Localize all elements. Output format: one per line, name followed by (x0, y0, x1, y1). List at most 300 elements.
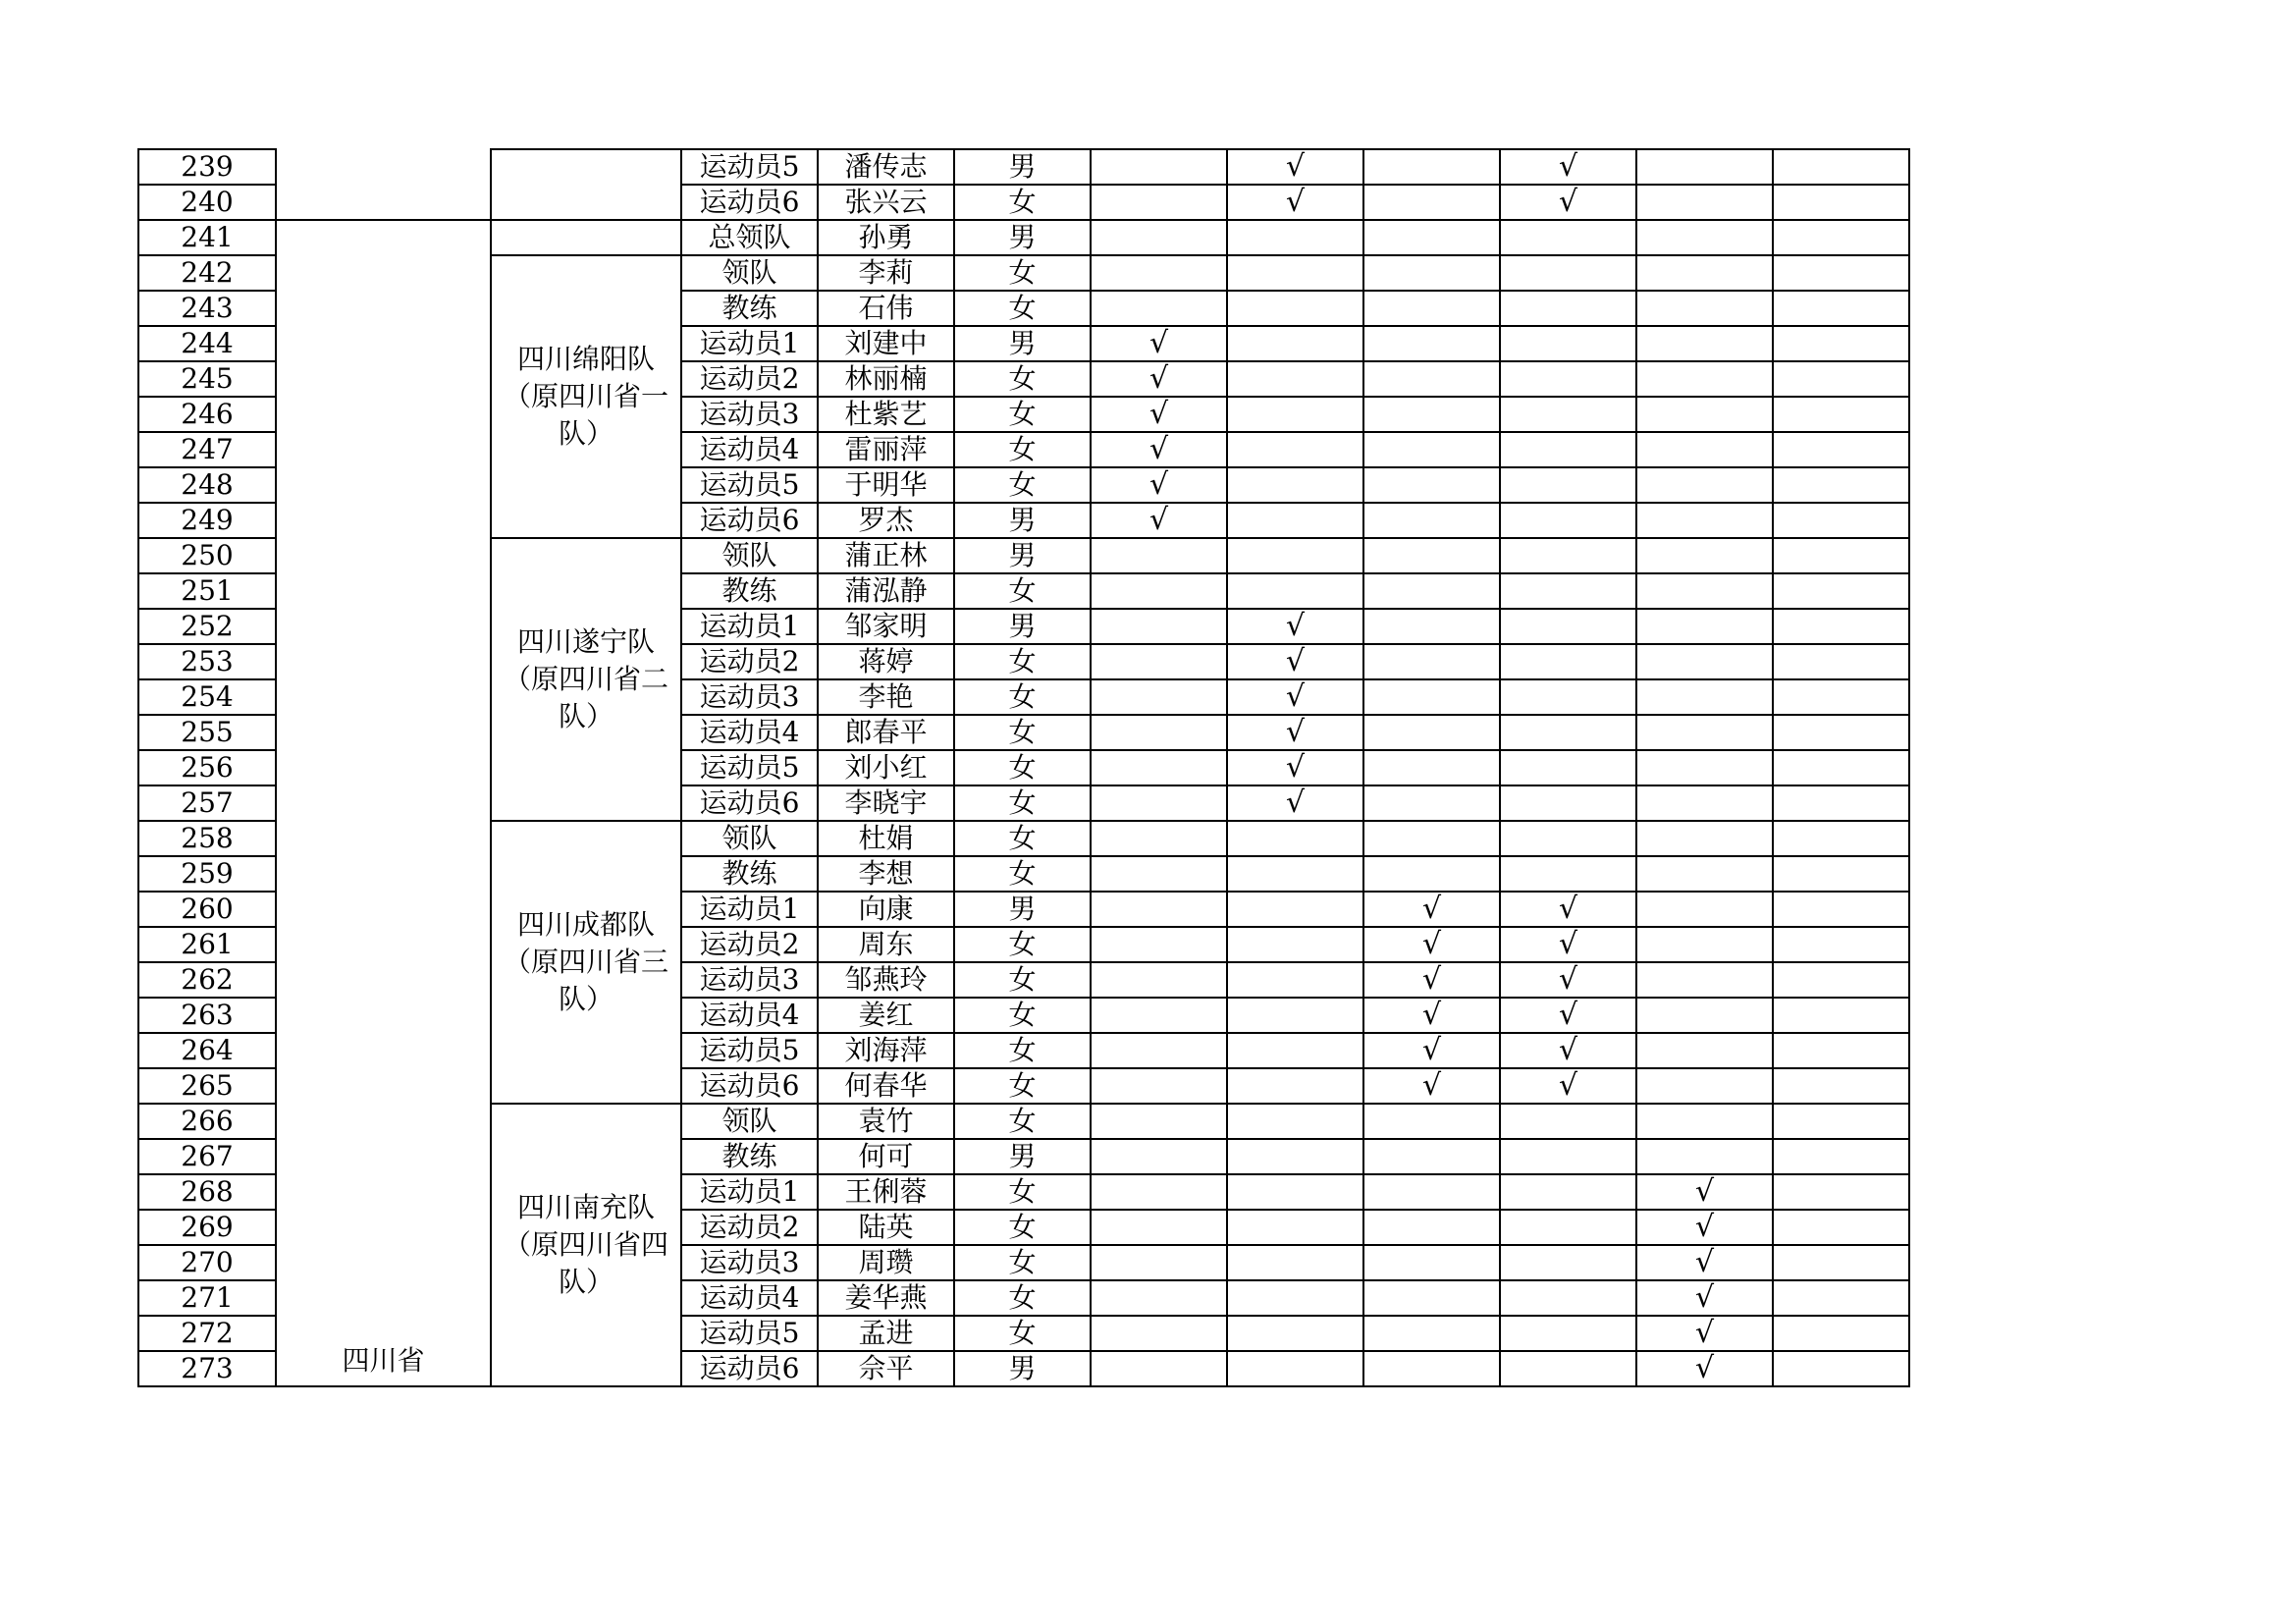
role-cell: 领队 (681, 821, 818, 856)
event-check-cell (1636, 538, 1773, 573)
event-check-cell (1773, 1139, 1909, 1174)
event-check-cell (1500, 573, 1636, 609)
province-cell: 四川省 (276, 220, 491, 1386)
role-cell: 运动员4 (681, 432, 818, 467)
event-check-cell (1636, 927, 1773, 962)
row-number-cell: 257 (138, 785, 276, 821)
event-check-cell (1091, 538, 1227, 573)
row-number-cell: 254 (138, 679, 276, 715)
name-cell: 罗杰 (818, 503, 954, 538)
event-check-cell (1091, 1351, 1227, 1386)
gender-cell: 女 (954, 644, 1091, 679)
event-check-cell (1500, 715, 1636, 750)
event-check-cell (1227, 892, 1363, 927)
event-check-cell (1773, 892, 1909, 927)
event-check-cell (1636, 467, 1773, 503)
event-check-cell (1091, 1280, 1227, 1316)
event-check-cell: √ (1091, 503, 1227, 538)
row-number-cell: 265 (138, 1068, 276, 1104)
name-cell: 林丽楠 (818, 361, 954, 397)
event-check-cell (1363, 1245, 1500, 1280)
gender-cell: 男 (954, 538, 1091, 573)
gender-cell: 女 (954, 1033, 1091, 1068)
event-check-cell (1773, 1245, 1909, 1280)
event-check-cell: √ (1500, 892, 1636, 927)
event-check-cell (1227, 361, 1363, 397)
event-check-cell (1091, 679, 1227, 715)
event-check-cell (1363, 821, 1500, 856)
event-check-cell: √ (1500, 185, 1636, 220)
row-number-cell: 258 (138, 821, 276, 856)
event-check-cell (1773, 1351, 1909, 1386)
event-check-cell (1091, 750, 1227, 785)
event-check-cell: √ (1500, 927, 1636, 962)
event-check-cell (1636, 326, 1773, 361)
name-cell: 周瓒 (818, 1245, 954, 1280)
event-check-cell (1773, 927, 1909, 962)
name-cell: 李莉 (818, 255, 954, 291)
event-check-cell: √ (1636, 1174, 1773, 1210)
event-check-cell (1500, 255, 1636, 291)
event-check-cell (1227, 1316, 1363, 1351)
gender-cell: 女 (954, 856, 1091, 892)
roster-table (137, 148, 1910, 1387)
event-check-cell: √ (1636, 1316, 1773, 1351)
name-cell: 王俐蓉 (818, 1174, 954, 1210)
event-check-cell (1773, 185, 1909, 220)
gender-cell: 女 (954, 962, 1091, 998)
province-blank-cell (276, 149, 491, 220)
row-number-cell: 259 (138, 856, 276, 892)
role-cell: 运动员3 (681, 679, 818, 715)
event-check-cell: √ (1500, 962, 1636, 998)
event-check-cell (1636, 856, 1773, 892)
event-check-cell: √ (1500, 149, 1636, 185)
name-cell: 雷丽萍 (818, 432, 954, 467)
row-number-cell: 242 (138, 255, 276, 291)
name-cell: 陆英 (818, 1210, 954, 1245)
gender-cell: 男 (954, 1139, 1091, 1174)
event-check-cell (1636, 1033, 1773, 1068)
role-cell: 运动员5 (681, 149, 818, 185)
event-check-cell: √ (1091, 467, 1227, 503)
event-check-cell (1227, 1351, 1363, 1386)
event-check-cell (1636, 785, 1773, 821)
gender-cell: 女 (954, 185, 1091, 220)
gender-cell: 女 (954, 1210, 1091, 1245)
event-check-cell (1636, 644, 1773, 679)
name-cell: 潘传志 (818, 149, 954, 185)
event-check-cell (1363, 538, 1500, 573)
event-check-cell (1636, 609, 1773, 644)
row-number-cell: 266 (138, 1104, 276, 1139)
event-check-cell (1636, 679, 1773, 715)
gender-cell: 女 (954, 1104, 1091, 1139)
gender-cell: 女 (954, 432, 1091, 467)
event-check-cell (1227, 821, 1363, 856)
event-check-cell: √ (1091, 361, 1227, 397)
event-check-cell (1500, 750, 1636, 785)
gender-cell: 女 (954, 1174, 1091, 1210)
table-row (138, 220, 1909, 255)
event-check-cell (1227, 1174, 1363, 1210)
gender-cell: 女 (954, 291, 1091, 326)
gender-cell: 女 (954, 1245, 1091, 1280)
row-number-cell: 268 (138, 1174, 276, 1210)
team-name-cell: 四川绵阳队（原四川省一队） (491, 255, 681, 538)
event-check-cell (1363, 1351, 1500, 1386)
event-check-cell (1773, 432, 1909, 467)
role-cell: 运动员6 (681, 503, 818, 538)
event-check-cell (1636, 962, 1773, 998)
event-check-cell (1773, 503, 1909, 538)
event-check-cell (1636, 573, 1773, 609)
gender-cell: 男 (954, 326, 1091, 361)
event-check-cell (1500, 856, 1636, 892)
role-cell: 运动员2 (681, 361, 818, 397)
event-check-cell (1227, 291, 1363, 326)
event-check-cell: √ (1227, 679, 1363, 715)
event-check-cell (1500, 361, 1636, 397)
role-cell: 运动员2 (681, 1210, 818, 1245)
event-check-cell (1636, 291, 1773, 326)
event-check-cell (1227, 856, 1363, 892)
gender-cell: 女 (954, 255, 1091, 291)
event-check-cell (1773, 149, 1909, 185)
event-check-cell (1091, 927, 1227, 962)
role-cell: 领队 (681, 1104, 818, 1139)
event-check-cell: √ (1500, 1068, 1636, 1104)
event-check-cell: √ (1500, 998, 1636, 1033)
event-check-cell (1227, 1104, 1363, 1139)
event-check-cell: √ (1363, 892, 1500, 927)
event-check-cell (1363, 397, 1500, 432)
event-check-cell (1363, 291, 1500, 326)
name-cell: 何春华 (818, 1068, 954, 1104)
name-cell: 李想 (818, 856, 954, 892)
role-cell: 教练 (681, 291, 818, 326)
event-check-cell (1363, 679, 1500, 715)
row-number-cell: 272 (138, 1316, 276, 1351)
role-cell: 运动员5 (681, 467, 818, 503)
row-number-cell: 273 (138, 1351, 276, 1386)
gender-cell: 女 (954, 679, 1091, 715)
event-check-cell (1091, 255, 1227, 291)
role-cell: 运动员4 (681, 715, 818, 750)
event-check-cell (1091, 185, 1227, 220)
role-cell: 运动员1 (681, 1174, 818, 1210)
gender-cell: 女 (954, 397, 1091, 432)
event-check-cell (1363, 644, 1500, 679)
event-check-cell (1773, 750, 1909, 785)
name-cell: 李艳 (818, 679, 954, 715)
event-check-cell (1773, 291, 1909, 326)
event-check-cell (1500, 1351, 1636, 1386)
event-check-cell (1227, 1280, 1363, 1316)
event-check-cell (1227, 1139, 1363, 1174)
event-check-cell (1773, 538, 1909, 573)
gender-cell: 女 (954, 1280, 1091, 1316)
name-cell: 袁竹 (818, 1104, 954, 1139)
event-check-cell (1091, 644, 1227, 679)
role-cell: 教练 (681, 1139, 818, 1174)
team-name-cell: 四川遂宁队（原四川省二队） (491, 538, 681, 821)
name-cell: 周东 (818, 927, 954, 962)
name-cell: 杜紫艺 (818, 397, 954, 432)
event-check-cell (1227, 503, 1363, 538)
row-number-cell: 271 (138, 1280, 276, 1316)
role-cell: 运动员4 (681, 1280, 818, 1316)
event-check-cell (1500, 1316, 1636, 1351)
event-check-cell (1091, 821, 1227, 856)
event-check-cell (1363, 1139, 1500, 1174)
name-cell: 石伟 (818, 291, 954, 326)
event-check-cell (1091, 1174, 1227, 1210)
event-check-cell (1773, 361, 1909, 397)
role-cell: 领队 (681, 538, 818, 573)
row-number-cell: 252 (138, 609, 276, 644)
name-cell: 于明华 (818, 467, 954, 503)
event-check-cell (1636, 1104, 1773, 1139)
event-check-cell: √ (1363, 998, 1500, 1033)
row-number-cell: 261 (138, 927, 276, 962)
event-check-cell (1773, 255, 1909, 291)
gender-cell: 女 (954, 998, 1091, 1033)
event-check-cell (1773, 467, 1909, 503)
role-cell: 运动员4 (681, 998, 818, 1033)
team-name-cell: 四川成都队（原四川省三队） (491, 821, 681, 1104)
role-cell: 运动员3 (681, 1245, 818, 1280)
name-cell: 何可 (818, 1139, 954, 1174)
event-check-cell (1773, 573, 1909, 609)
event-check-cell (1227, 1033, 1363, 1068)
event-check-cell (1091, 785, 1227, 821)
event-check-cell (1773, 1104, 1909, 1139)
event-check-cell (1091, 1210, 1227, 1245)
event-check-cell (1500, 1174, 1636, 1210)
name-cell: 孟进 (818, 1316, 954, 1351)
event-check-cell (1091, 856, 1227, 892)
event-check-cell (1773, 1068, 1909, 1104)
event-check-cell (1363, 1316, 1500, 1351)
row-number-cell: 239 (138, 149, 276, 185)
event-check-cell: √ (1091, 326, 1227, 361)
row-number-cell: 249 (138, 503, 276, 538)
name-cell: 郎春平 (818, 715, 954, 750)
event-check-cell (1363, 715, 1500, 750)
name-cell: 刘小红 (818, 750, 954, 785)
row-number-cell: 246 (138, 397, 276, 432)
gender-cell: 男 (954, 503, 1091, 538)
event-check-cell (1636, 750, 1773, 785)
gender-cell: 男 (954, 149, 1091, 185)
event-check-cell (1773, 962, 1909, 998)
row-number-cell: 243 (138, 291, 276, 326)
event-check-cell (1091, 962, 1227, 998)
event-check-cell (1227, 538, 1363, 573)
event-check-cell (1500, 220, 1636, 255)
event-check-cell (1500, 326, 1636, 361)
event-check-cell (1773, 785, 1909, 821)
role-cell: 运动员2 (681, 927, 818, 962)
row-number-cell: 248 (138, 467, 276, 503)
name-cell: 邹燕玲 (818, 962, 954, 998)
event-check-cell (1363, 1210, 1500, 1245)
event-check-cell: √ (1500, 1033, 1636, 1068)
event-check-cell: √ (1227, 785, 1363, 821)
gender-cell: 男 (954, 220, 1091, 255)
team-name-cell (491, 149, 681, 220)
event-check-cell: √ (1091, 432, 1227, 467)
gender-cell: 女 (954, 750, 1091, 785)
event-check-cell (1773, 326, 1909, 361)
event-check-cell (1227, 220, 1363, 255)
event-check-cell (1363, 255, 1500, 291)
name-cell: 向康 (818, 892, 954, 927)
row-number-cell: 247 (138, 432, 276, 467)
event-check-cell (1500, 644, 1636, 679)
event-check-cell: √ (1636, 1210, 1773, 1245)
event-check-cell (1500, 432, 1636, 467)
event-check-cell (1091, 998, 1227, 1033)
event-check-cell (1091, 715, 1227, 750)
event-check-cell (1636, 361, 1773, 397)
name-cell: 刘海萍 (818, 1033, 954, 1068)
event-check-cell (1091, 1245, 1227, 1280)
event-check-cell (1636, 432, 1773, 467)
event-check-cell (1227, 1068, 1363, 1104)
role-cell: 教练 (681, 573, 818, 609)
event-check-cell (1500, 1280, 1636, 1316)
event-check-cell (1636, 397, 1773, 432)
event-check-cell (1636, 255, 1773, 291)
event-check-cell (1091, 1104, 1227, 1139)
event-check-cell (1091, 892, 1227, 927)
gender-cell: 女 (954, 361, 1091, 397)
gender-cell: 女 (954, 1068, 1091, 1104)
event-check-cell (1227, 927, 1363, 962)
event-check-cell (1636, 503, 1773, 538)
row-number-cell: 262 (138, 962, 276, 998)
row-number-cell: 255 (138, 715, 276, 750)
event-check-cell (1773, 821, 1909, 856)
event-check-cell (1091, 1139, 1227, 1174)
gender-cell: 男 (954, 892, 1091, 927)
event-check-cell (1227, 326, 1363, 361)
row-number-cell: 256 (138, 750, 276, 785)
role-cell: 运动员1 (681, 892, 818, 927)
gender-cell: 女 (954, 715, 1091, 750)
event-check-cell (1500, 1245, 1636, 1280)
event-check-cell (1773, 609, 1909, 644)
event-check-cell (1363, 1174, 1500, 1210)
event-check-cell (1773, 1033, 1909, 1068)
name-cell: 张兴云 (818, 185, 954, 220)
role-cell: 运动员3 (681, 397, 818, 432)
row-number-cell: 269 (138, 1210, 276, 1245)
event-check-cell (1363, 1280, 1500, 1316)
event-check-cell (1227, 255, 1363, 291)
name-cell: 姜华燕 (818, 1280, 954, 1316)
event-check-cell (1500, 503, 1636, 538)
name-cell: 刘建中 (818, 326, 954, 361)
event-check-cell (1773, 715, 1909, 750)
event-check-cell (1363, 467, 1500, 503)
event-check-cell (1773, 1210, 1909, 1245)
event-check-cell (1227, 397, 1363, 432)
event-check-cell (1636, 1139, 1773, 1174)
role-cell: 领队 (681, 255, 818, 291)
role-cell: 运动员6 (681, 185, 818, 220)
row-number-cell: 263 (138, 998, 276, 1033)
event-check-cell: √ (1227, 185, 1363, 220)
event-check-cell (1091, 291, 1227, 326)
event-check-cell (1500, 1139, 1636, 1174)
gender-cell: 女 (954, 821, 1091, 856)
event-check-cell: √ (1227, 609, 1363, 644)
event-check-cell (1636, 220, 1773, 255)
event-check-cell (1500, 785, 1636, 821)
name-cell: 姜红 (818, 998, 954, 1033)
event-check-cell (1363, 361, 1500, 397)
role-cell: 运动员3 (681, 962, 818, 998)
event-check-cell (1773, 1280, 1909, 1316)
role-cell: 运动员6 (681, 1068, 818, 1104)
event-check-cell (1636, 149, 1773, 185)
event-check-cell (1773, 644, 1909, 679)
event-check-cell (1363, 856, 1500, 892)
event-check-cell (1636, 998, 1773, 1033)
event-check-cell: √ (1363, 1068, 1500, 1104)
role-cell: 总领队 (681, 220, 818, 255)
name-cell: 蒋婷 (818, 644, 954, 679)
event-check-cell (1363, 750, 1500, 785)
event-check-cell: √ (1091, 397, 1227, 432)
event-check-cell (1363, 573, 1500, 609)
event-check-cell: √ (1227, 715, 1363, 750)
gender-cell: 女 (954, 573, 1091, 609)
event-check-cell (1773, 1174, 1909, 1210)
event-check-cell (1500, 1104, 1636, 1139)
team-name-cell (491, 220, 681, 255)
event-check-cell (1500, 1210, 1636, 1245)
event-check-cell (1227, 962, 1363, 998)
name-cell: 邹家明 (818, 609, 954, 644)
event-check-cell (1500, 821, 1636, 856)
event-check-cell (1363, 432, 1500, 467)
event-check-cell (1500, 679, 1636, 715)
event-check-cell: √ (1636, 1280, 1773, 1316)
event-check-cell (1091, 609, 1227, 644)
event-check-cell (1227, 998, 1363, 1033)
row-number-cell: 253 (138, 644, 276, 679)
row-number-cell: 251 (138, 573, 276, 609)
event-check-cell (1500, 609, 1636, 644)
event-check-cell (1636, 1068, 1773, 1104)
role-cell: 运动员6 (681, 785, 818, 821)
event-check-cell (1363, 503, 1500, 538)
event-check-cell: √ (1636, 1351, 1773, 1386)
event-check-cell (1091, 220, 1227, 255)
event-check-cell (1363, 326, 1500, 361)
event-check-cell (1227, 432, 1363, 467)
gender-cell: 男 (954, 1351, 1091, 1386)
event-check-cell: √ (1636, 1245, 1773, 1280)
event-check-cell (1636, 715, 1773, 750)
event-check-cell (1227, 1245, 1363, 1280)
event-check-cell (1773, 998, 1909, 1033)
role-cell: 运动员5 (681, 1033, 818, 1068)
